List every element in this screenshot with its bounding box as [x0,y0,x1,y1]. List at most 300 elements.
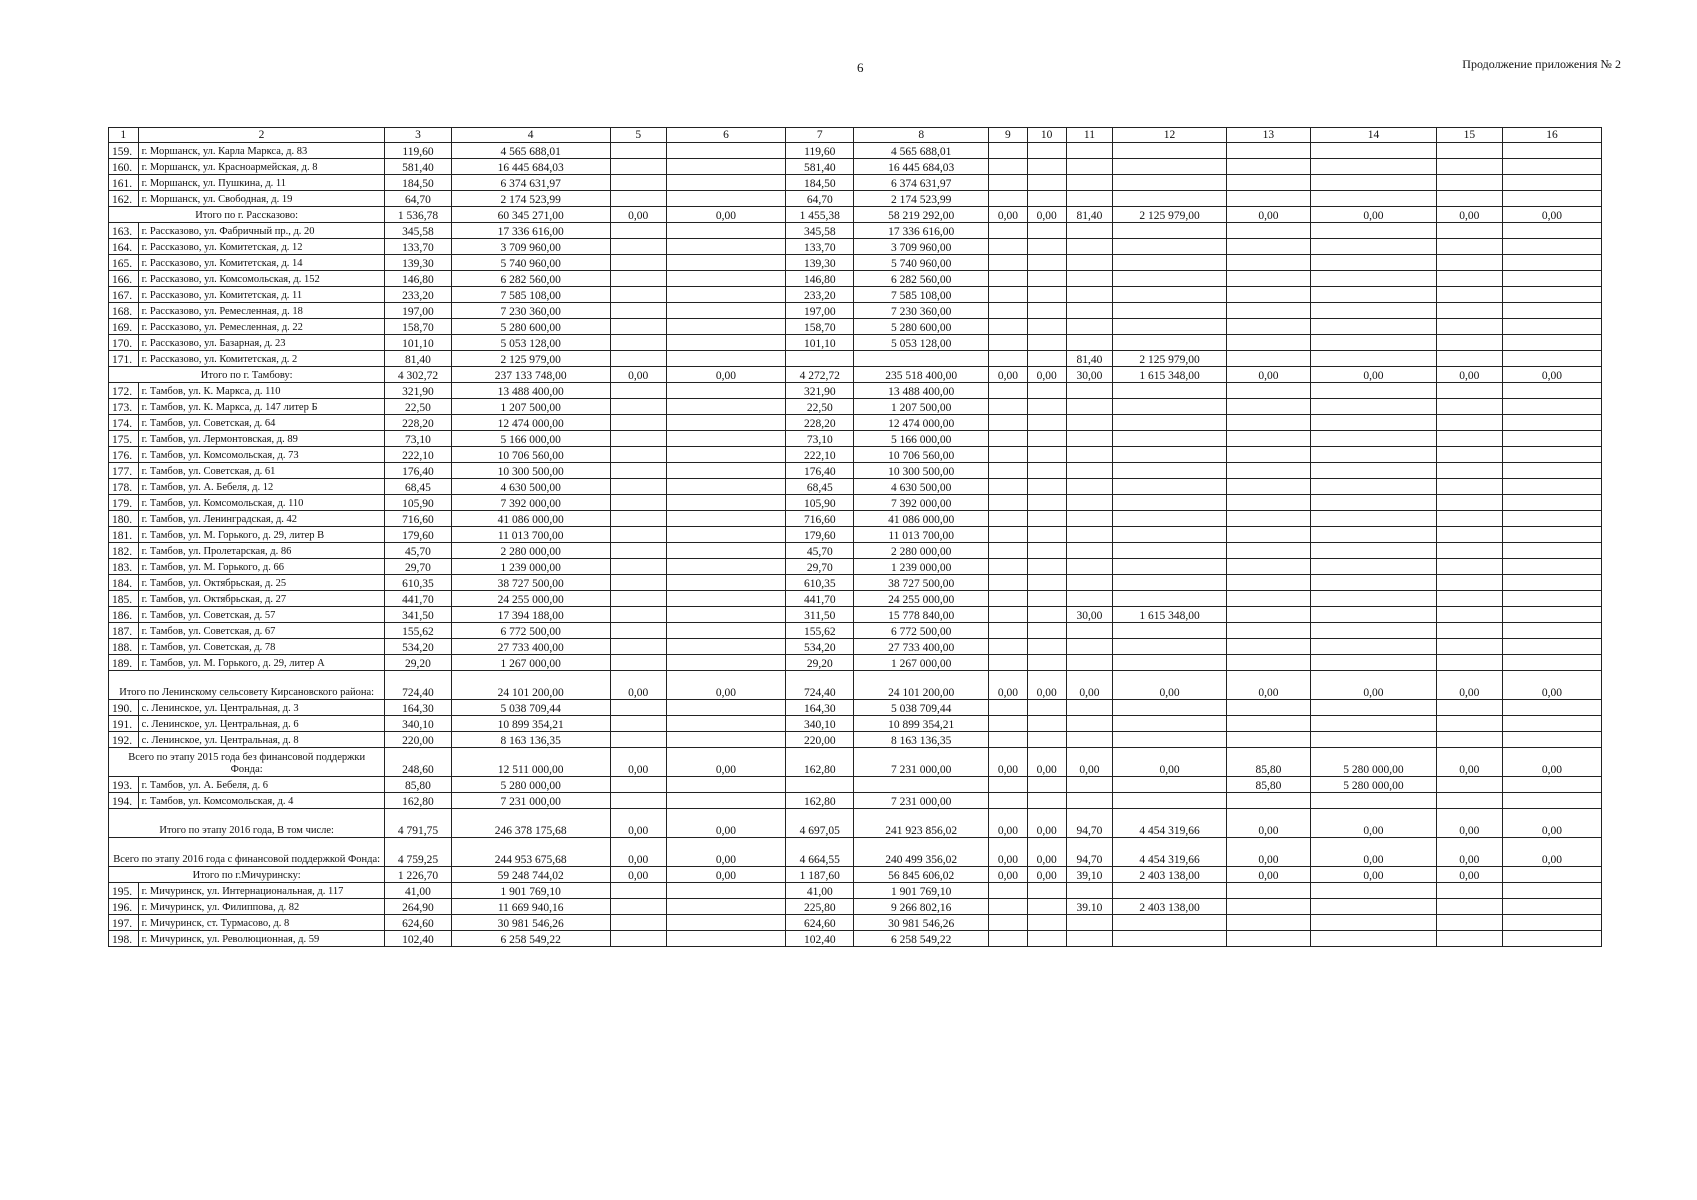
cell-col-10 [1027,575,1066,591]
cell-col-9 [989,527,1028,543]
column-header: 6 [666,128,785,143]
cell-col-16 [1502,479,1601,495]
cell-col-14 [1311,883,1436,899]
cell-col-16 [1502,335,1601,351]
cell-col-5 [610,527,666,543]
cell-col-11 [1066,527,1113,543]
cell-col-15 [1436,543,1502,559]
cell-col-3: 45,70 [385,543,451,559]
cell-col-14 [1311,223,1436,239]
address-cell: г. Рассказово, ул. Ремесленная, д. 22 [138,319,385,335]
column-header: 1 [109,128,139,143]
cell-col-15 [1436,143,1502,159]
cell-col-6: 0,00 [666,867,785,883]
cell-col-12 [1113,915,1226,931]
cell-col-11: 94,70 [1066,809,1113,838]
cell-col-13: 85,80 [1226,748,1311,777]
column-header: 4 [451,128,610,143]
cell-col-10 [1027,175,1066,191]
row-number: 172. [109,383,139,399]
cell-col-6: 0,00 [666,207,785,223]
row-number: 189. [109,655,139,671]
cell-col-7: 179,60 [786,527,854,543]
cell-col-5 [610,607,666,623]
cell-col-12 [1113,239,1226,255]
address-cell: г. Тамбов, ул. Комсомольская, д. 4 [138,793,385,809]
cell-col-5 [610,559,666,575]
cell-col-7: 29,20 [786,655,854,671]
cell-col-13 [1226,447,1311,463]
cell-col-9 [989,931,1028,947]
cell-col-11 [1066,255,1113,271]
subtotal-row [109,748,1602,777]
cell-col-16 [1502,899,1601,915]
cell-col-4: 4 630 500,00 [451,479,610,495]
cell-col-7: 624,60 [786,915,854,931]
cell-col-14 [1311,915,1436,931]
cell-col-8: 12 474 000,00 [854,415,989,431]
cell-col-6: 0,00 [666,838,785,867]
cell-col-16 [1502,255,1601,271]
cell-col-14 [1311,415,1436,431]
cell-col-11 [1066,159,1113,175]
cell-col-13 [1226,899,1311,915]
cell-col-12 [1113,175,1226,191]
address-cell: г. Тамбов, ул. Октябрьская, д. 25 [138,575,385,591]
cell-col-10 [1027,655,1066,671]
cell-col-4: 244 953 675,68 [451,838,610,867]
cell-col-3: 164,30 [385,700,451,716]
cell-col-4: 60 345 271,00 [451,207,610,223]
address-cell: г. Рассказово, ул. Комсомольская, д. 152 [138,271,385,287]
address-cell: г. Тамбов, ул. А. Бебеля, д. 12 [138,479,385,495]
cell-col-7: 64,70 [786,191,854,207]
cell-col-9 [989,399,1028,415]
cell-col-11 [1066,223,1113,239]
cell-col-13 [1226,431,1311,447]
cell-col-9 [989,777,1028,793]
cell-col-10 [1027,399,1066,415]
cell-col-4: 10 706 560,00 [451,447,610,463]
cell-col-7: 184,50 [786,175,854,191]
cell-col-12 [1113,527,1226,543]
cell-col-8: 9 266 802,16 [854,899,989,915]
cell-col-9 [989,287,1028,303]
cell-col-5 [610,431,666,447]
cell-col-6 [666,915,785,931]
cell-col-16: 0,00 [1502,748,1601,777]
column-header: 12 [1113,128,1226,143]
cell-col-11 [1066,383,1113,399]
cell-col-13 [1226,716,1311,732]
cell-col-6 [666,732,785,748]
cell-col-13 [1226,931,1311,947]
row-number: 177. [109,463,139,479]
cell-col-11 [1066,143,1113,159]
cell-col-16 [1502,415,1601,431]
cell-col-12: 2 403 138,00 [1113,899,1226,915]
subtotal-row [109,207,1602,223]
row-number: 161. [109,175,139,191]
table-row [109,431,1602,447]
cell-col-12 [1113,287,1226,303]
cell-col-15 [1436,351,1502,367]
cell-col-12 [1113,623,1226,639]
cell-col-3: 321,90 [385,383,451,399]
cell-col-5 [610,399,666,415]
cell-col-14 [1311,793,1436,809]
table-row [109,351,1602,367]
table-row [109,223,1602,239]
cell-col-9 [989,191,1028,207]
cell-col-16 [1502,931,1601,947]
cell-col-8: 1 267 000,00 [854,655,989,671]
cell-col-6 [666,575,785,591]
cell-col-15 [1436,447,1502,463]
cell-col-13 [1226,915,1311,931]
row-number: 184. [109,575,139,591]
cell-col-6 [666,351,785,367]
cell-col-5 [610,335,666,351]
address-cell: г. Рассказово, ул. Комитетская, д. 11 [138,287,385,303]
cell-col-8: 7 585 108,00 [854,287,989,303]
cell-col-3: 4 759,25 [385,838,451,867]
cell-col-10 [1027,303,1066,319]
cell-col-16 [1502,527,1601,543]
cell-col-4: 5 166 000,00 [451,431,610,447]
cell-col-10 [1027,271,1066,287]
cell-col-7: 321,90 [786,383,854,399]
cell-col-15 [1436,191,1502,207]
cell-col-10 [1027,415,1066,431]
row-number: 182. [109,543,139,559]
address-cell: г. Тамбов, ул. Комсомольская, д. 110 [138,495,385,511]
cell-col-8: 5 280 600,00 [854,319,989,335]
cell-col-3: 22,50 [385,399,451,415]
cell-col-9 [989,271,1028,287]
address-cell: г. Тамбов, ул. Советская, д. 64 [138,415,385,431]
cell-col-9: 0,00 [989,671,1028,700]
cell-col-9 [989,303,1028,319]
cell-col-14 [1311,351,1436,367]
cell-col-6 [666,623,785,639]
cell-col-15 [1436,415,1502,431]
cell-col-3: 4 302,72 [385,367,451,383]
cell-col-16 [1502,159,1601,175]
column-header: 2 [138,128,385,143]
cell-col-7: 158,70 [786,319,854,335]
cell-col-5: 0,00 [610,748,666,777]
cell-col-10 [1027,639,1066,655]
cell-col-5 [610,511,666,527]
cell-col-15 [1436,223,1502,239]
cell-col-13 [1226,575,1311,591]
cell-col-13 [1226,732,1311,748]
cell-col-12 [1113,271,1226,287]
cell-col-5 [610,175,666,191]
table-row [109,175,1602,191]
cell-col-7: 220,00 [786,732,854,748]
cell-col-6 [666,239,785,255]
cell-col-3: 73,10 [385,431,451,447]
cell-col-15: 0,00 [1436,838,1502,867]
cell-col-10 [1027,511,1066,527]
cell-col-3: 158,70 [385,319,451,335]
cell-col-7 [786,351,854,367]
address-cell: г. Рассказово, ул. Фабричный пр., д. 20 [138,223,385,239]
cell-col-9: 0,00 [989,867,1028,883]
cell-col-16 [1502,607,1601,623]
cell-col-14 [1311,511,1436,527]
cell-col-5 [610,931,666,947]
cell-col-7: 716,60 [786,511,854,527]
table-row [109,335,1602,351]
cell-col-10 [1027,335,1066,351]
cell-col-5 [610,777,666,793]
cell-col-7: 581,40 [786,159,854,175]
cell-col-12 [1113,447,1226,463]
cell-col-6 [666,287,785,303]
cell-col-12 [1113,463,1226,479]
column-header: 9 [989,128,1028,143]
cell-col-6 [666,899,785,915]
cell-col-12 [1113,591,1226,607]
cell-col-9 [989,383,1028,399]
cell-col-11 [1066,511,1113,527]
cell-col-15 [1436,303,1502,319]
cell-col-16 [1502,655,1601,671]
cell-col-16 [1502,399,1601,415]
column-header: 5 [610,128,666,143]
cell-col-5 [610,899,666,915]
address-cell: с. Ленинское, ул. Центральная, д. 3 [138,700,385,716]
cell-col-6 [666,255,785,271]
cell-col-16 [1502,383,1601,399]
cell-col-7: 22,50 [786,399,854,415]
table-row [109,191,1602,207]
cell-col-3: 162,80 [385,793,451,809]
cell-col-8 [854,777,989,793]
row-number: 195. [109,883,139,899]
cell-col-10 [1027,143,1066,159]
cell-col-10 [1027,591,1066,607]
cell-col-13 [1226,351,1311,367]
cell-col-13 [1226,700,1311,716]
cell-col-4: 5 740 960,00 [451,255,610,271]
cell-col-9 [989,223,1028,239]
cell-col-6 [666,191,785,207]
cell-col-3: 4 791,75 [385,809,451,838]
table-row [109,287,1602,303]
cell-col-4: 3 709 960,00 [451,239,610,255]
row-number: 180. [109,511,139,527]
address-cell: г. Тамбов, ул. Пролетарская, д. 86 [138,543,385,559]
cell-col-5 [610,575,666,591]
cell-col-8: 7 231 000,00 [854,793,989,809]
cell-col-12 [1113,732,1226,748]
cell-col-5: 0,00 [610,838,666,867]
row-number: 169. [109,319,139,335]
cell-col-16 [1502,793,1601,809]
cell-col-3: 64,70 [385,191,451,207]
cell-col-16 [1502,351,1601,367]
table-row [109,607,1602,623]
cell-col-6 [666,399,785,415]
cell-col-6 [666,883,785,899]
cell-col-9: 0,00 [989,748,1028,777]
cell-col-16 [1502,716,1601,732]
cell-col-15 [1436,607,1502,623]
cell-col-6 [666,700,785,716]
cell-col-3: 264,90 [385,899,451,915]
cell-col-13: 0,00 [1226,867,1311,883]
cell-col-14 [1311,239,1436,255]
cell-col-11 [1066,479,1113,495]
cell-col-14 [1311,931,1436,947]
cell-col-3: 101,10 [385,335,451,351]
cell-col-16 [1502,223,1601,239]
cell-col-7: 233,20 [786,287,854,303]
subtotal-row [109,809,1602,838]
cell-col-13 [1226,607,1311,623]
cell-col-5 [610,793,666,809]
cell-col-10 [1027,883,1066,899]
cell-col-6 [666,223,785,239]
cell-col-12 [1113,575,1226,591]
row-number: 183. [109,559,139,575]
header-note: Продолжение приложения № 2 [1462,57,1621,71]
cell-col-6 [666,415,785,431]
address-cell: г. Тамбов, ул. М. Горького, д. 29, литер В [138,527,385,543]
table-row [109,623,1602,639]
cell-col-5 [610,143,666,159]
cell-col-4: 24 255 000,00 [451,591,610,607]
address-cell: с. Ленинское, ул. Центральная, д. 8 [138,732,385,748]
cell-col-3: 228,20 [385,415,451,431]
cell-col-5 [610,351,666,367]
cell-col-12 [1113,777,1226,793]
cell-col-3: 233,20 [385,287,451,303]
cell-col-6 [666,447,785,463]
cell-col-4: 6 772 500,00 [451,623,610,639]
cell-col-16: 0,00 [1502,207,1601,223]
address-cell: г. Мичуринск, ул. Филиппова, д. 82 [138,899,385,915]
cell-col-14 [1311,732,1436,748]
row-number: 171. [109,351,139,367]
cell-col-14 [1311,607,1436,623]
cell-col-3: 610,35 [385,575,451,591]
cell-col-8: 240 499 356,02 [854,838,989,867]
cell-col-16 [1502,303,1601,319]
cell-col-3: 340,10 [385,716,451,732]
cell-col-12 [1113,655,1226,671]
cell-col-6 [666,303,785,319]
cell-col-8: 235 518 400,00 [854,367,989,383]
cell-col-8: 15 778 840,00 [854,607,989,623]
cell-col-10 [1027,716,1066,732]
cell-col-5 [610,700,666,716]
table-row [109,255,1602,271]
cell-col-15 [1436,655,1502,671]
cell-col-16 [1502,732,1601,748]
cell-col-9: 0,00 [989,207,1028,223]
cell-col-7: 441,70 [786,591,854,607]
cell-col-8: 6 258 549,22 [854,931,989,947]
cell-col-13 [1226,287,1311,303]
cell-col-3: 133,70 [385,239,451,255]
cell-col-7: 222,10 [786,447,854,463]
cell-col-15 [1436,777,1502,793]
cell-col-11 [1066,931,1113,947]
row-number: 173. [109,399,139,415]
cell-col-12: 2 125 979,00 [1113,351,1226,367]
cell-col-8: 6 282 560,00 [854,271,989,287]
cell-col-5 [610,732,666,748]
cell-col-9: 0,00 [989,809,1028,838]
cell-col-11 [1066,591,1113,607]
cell-col-9 [989,143,1028,159]
row-number: 193. [109,777,139,793]
cell-col-7: 146,80 [786,271,854,287]
cell-col-13 [1226,143,1311,159]
cell-col-6 [666,495,785,511]
address-cell: г. Тамбов, ул. М. Горького, д. 66 [138,559,385,575]
row-number: 167. [109,287,139,303]
cell-col-8: 241 923 856,02 [854,809,989,838]
cell-col-9 [989,335,1028,351]
table-row [109,915,1602,931]
cell-col-13 [1226,623,1311,639]
table-row [109,463,1602,479]
cell-col-3: 85,80 [385,777,451,793]
cell-col-13: 85,80 [1226,777,1311,793]
address-cell: г. Мичуринск, ул. Интернациональная, д. 117 [138,883,385,899]
cell-col-7: 176,40 [786,463,854,479]
cell-col-15 [1436,175,1502,191]
row-number: 164. [109,239,139,255]
cell-col-14 [1311,639,1436,655]
table-row [109,700,1602,716]
cell-col-14 [1311,271,1436,287]
row-number: 166. [109,271,139,287]
cell-col-13 [1226,543,1311,559]
cell-col-13 [1226,793,1311,809]
cell-col-8: 27 733 400,00 [854,639,989,655]
cell-col-16: 0,00 [1502,671,1601,700]
cell-col-4: 5 280 000,00 [451,777,610,793]
cell-col-7: 45,70 [786,543,854,559]
table-body [109,143,1602,947]
subtotal-label: Итого по Ленинскому сельсовету Кирсановского района: [109,671,385,700]
cell-col-6 [666,319,785,335]
cell-col-13 [1226,239,1311,255]
cell-col-10 [1027,607,1066,623]
table-row [109,159,1602,175]
cell-col-9: 0,00 [989,838,1028,867]
cell-col-9 [989,175,1028,191]
cell-col-5 [610,159,666,175]
cell-col-14 [1311,431,1436,447]
cell-col-11 [1066,575,1113,591]
subtotal-label: Итого по г.Мичуринску: [109,867,385,883]
cell-col-14 [1311,463,1436,479]
cell-col-10: 0,00 [1027,367,1066,383]
cell-col-11 [1066,335,1113,351]
cell-col-5 [610,239,666,255]
cell-col-9 [989,732,1028,748]
cell-col-4: 16 445 684,03 [451,159,610,175]
table-row [109,575,1602,591]
